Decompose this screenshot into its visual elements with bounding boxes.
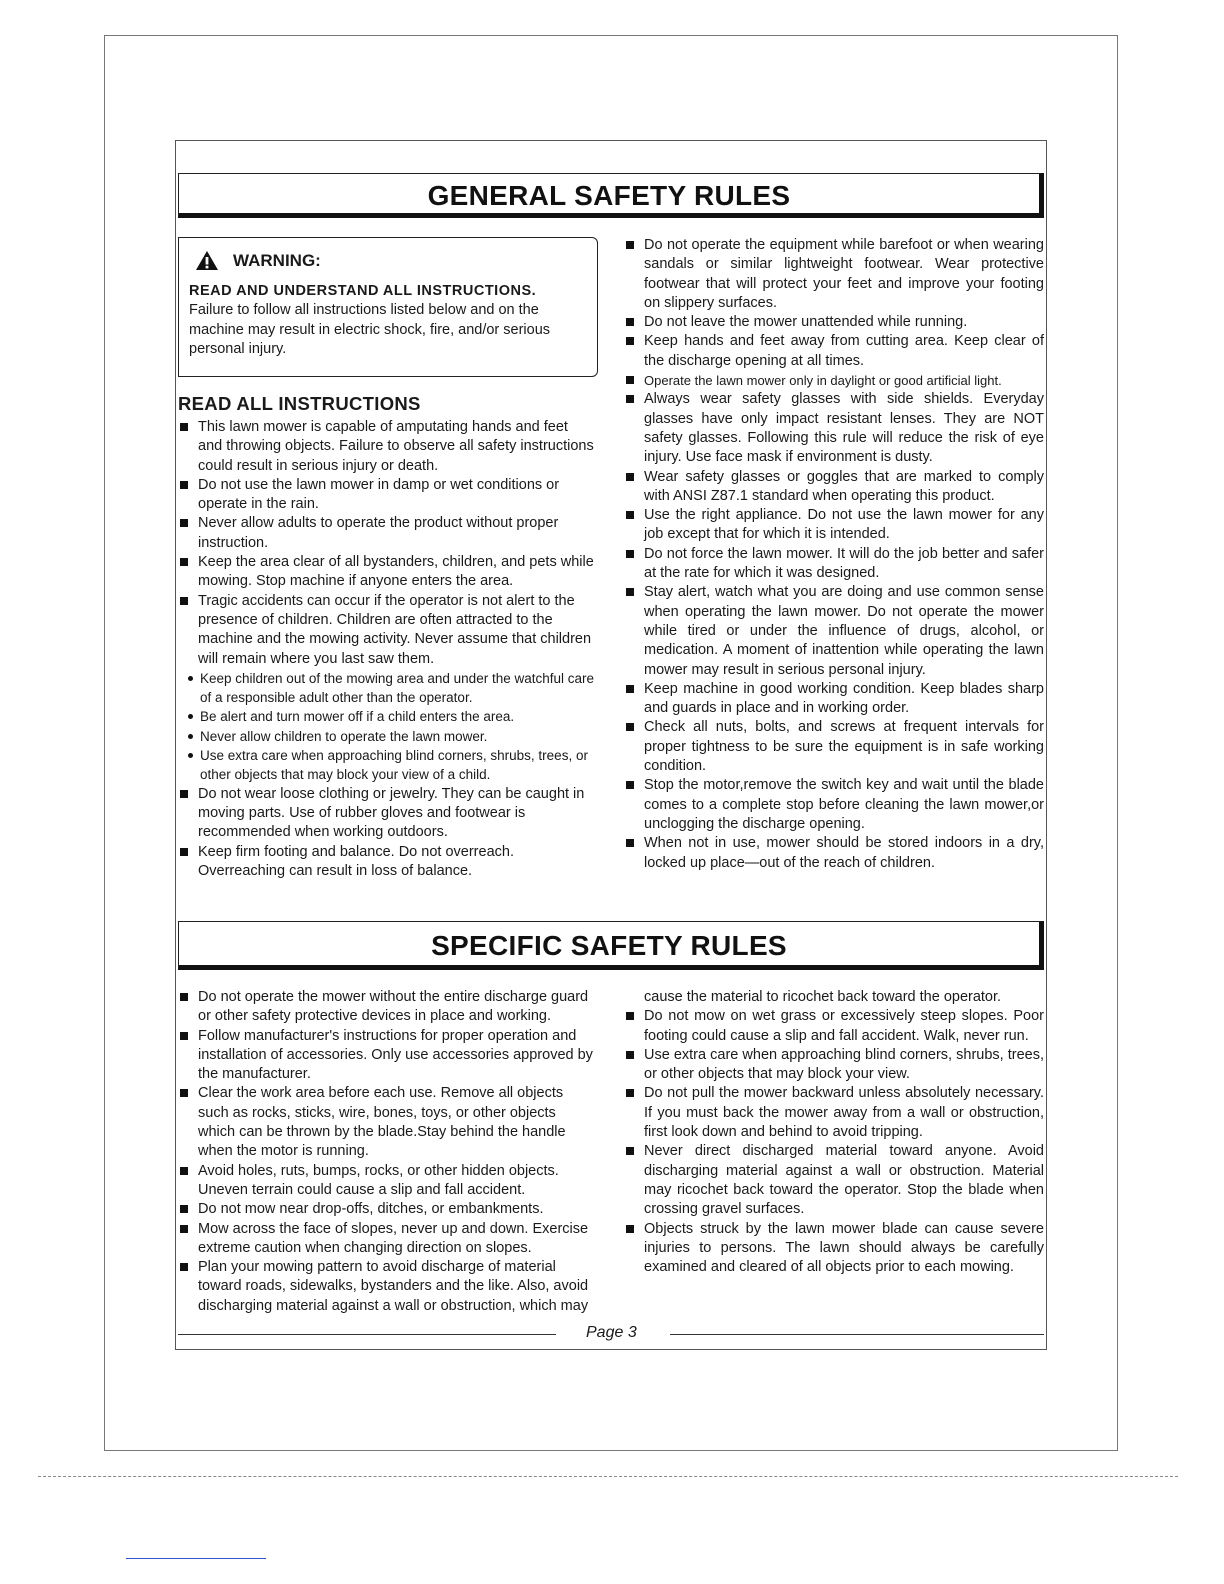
list-item: Use the right appliance. Do not use the lawn mower for any job except that for which it is intended. [624, 506, 1044, 545]
page-number: Page 3 [586, 1324, 637, 1341]
list-item: Do not use the lawn mower in damp or wet conditions or operate in the rain. [178, 476, 596, 515]
general-safety-rules-header: GENERAL SAFETY RULES [178, 173, 1044, 218]
sub-list-item: Use extra care when approaching blind corners, shrubs, trees, or other objects that may block your view of a child. [184, 746, 596, 785]
warning-body-text: Failure to follow all instructions listed below and on the machine may result in electric shock, fire, and/or serious personal injury. [189, 302, 551, 357]
list-item: Plan your mowing pattern to avoid discharge of material toward roads, sidewalks, bystanders and the like. Also, avoid discharging material against a wall or obstruction, which may [178, 1258, 596, 1316]
list-item: This lawn mower is capable of amputating hands and feet and throwing objects. Failure to observe all safety instructions could result in serious injury or death. [178, 418, 596, 476]
list-item-continuation: cause the material to ricochet back toward the operator. [644, 989, 1002, 1005]
list-item: When not in use, mower should be stored indoors in a dry, locked up place—out of the reach of children. [624, 834, 1044, 873]
footer-rule-right [670, 1334, 1044, 1335]
footer-rule-left [178, 1334, 556, 1335]
list-item: Wear safety glasses or goggles that are marked to comply with ANSI Z87.1 standard when operating this product. [624, 468, 1044, 507]
general-left-column [178, 418, 596, 881]
warning-strong-text: READ AND UNDERSTAND ALL INSTRUCTIONS. [189, 283, 537, 299]
list-item: Tragic accidents can occur if the operator is not alert to the presence of children. Children are often attracted to the machine and the mowing activity. Never assume that children will remain where you last saw them. [178, 592, 596, 669]
list-item: Objects struck by the lawn mower blade can cause severe injuries to persons. The lawn should always be carefully examined and cleared of all objects prior to each mowing. [624, 1220, 1044, 1278]
specific-left-column [178, 988, 596, 1316]
list-item: Do not wear loose clothing or jewelry. They can be caught in moving parts. Use of rubber gloves and footwear is recommended when working outdoors. [178, 785, 596, 843]
list-item: Do not mow on wet grass or excessively steep slopes. Poor footing could cause a slip and fall accident. Walk, never run. [624, 1007, 1044, 1046]
list-item: Stop the motor,remove the switch key and wait until the blade comes to a complete stop before cleaning the lawn mower,or unclogging the discharge opening. [624, 776, 1044, 834]
list-item: Avoid holes, ruts, bumps, rocks, or other hidden objects. Uneven terrain could cause a slip and fall accident. [178, 1162, 596, 1201]
list-item: Check all nuts, bolts, and screws at frequent intervals for proper tightness to be sure the equipment is in safe working condition. [624, 718, 1044, 776]
list-item: Mow across the face of slopes, never up and down. Exercise extreme caution when changing direction on slopes. [178, 1220, 596, 1259]
list-item: Never direct discharged material toward anyone. Avoid discharging material against a wall or obstruction. Material may ricochet back toward the operator. Stop the blade when crossing gravel surfaces. [624, 1142, 1044, 1219]
list-item: Do not pull the mower backward unless absolutely necessary. If you must back the mower away from a wall or obstruction, first look down and behind to avoid tripping. [624, 1084, 1044, 1142]
list-item: Stay alert, watch what you are doing and use common sense when operating the lawn mower. Do not operate the mower while tired or under the influence of drugs, alcohol, or medication. A moment of inattention while operating the lawn mower may result in serious personal injury. [624, 583, 1044, 679]
sub-list-item: Be alert and turn mower off if a child enters the area. [184, 707, 596, 726]
list-item: Do not leave the mower unattended while running. [624, 313, 1044, 332]
list-item: Operate the lawn mower only in daylight or good artificial light. [624, 371, 1044, 390]
list-item: Use extra care when approaching blind corners, shrubs, trees, or other objects that may block your view. [624, 1046, 1044, 1085]
blue-mark [126, 1558, 266, 1559]
list-item: Do not operate the mower without the entire discharge guard or other safety protective devices in place and working. [178, 988, 596, 1027]
warning-box [178, 237, 598, 377]
list-item: Always wear safety glasses with side shields. Everyday glasses have only impact resistant lenses. They are NOT safety glasses. Following this rule will reduce the risk of eye injury. Use face mask if environment is dusty. [624, 390, 1044, 467]
list-item: Do not mow near drop-offs, ditches, or embankments. [178, 1200, 596, 1219]
bottom-rule [38, 1476, 1178, 1477]
warning-triangle-icon [195, 250, 219, 271]
list-item: Do not force the lawn mower. It will do the job better and safer at the rate for which it was designed. [624, 545, 1044, 584]
read-all-instructions-heading: READ ALL INSTRUCTIONS [178, 393, 421, 414]
list-item: Follow manufacturer's instructions for proper operation and installation of accessories. Only use accessories approved by the manufacturer. [178, 1027, 596, 1085]
sub-list-item: Never allow children to operate the lawn mower. [184, 727, 596, 746]
list-item: Keep the area clear of all bystanders, children, and pets while mowing. Stop machine if anyone enters the area. [178, 553, 596, 592]
sub-list-item: Keep children out of the mowing area and under the watchful care of a responsible adult other than the operator. [184, 669, 596, 708]
list-item: Keep firm footing and balance. Do not overreach. Overreaching can result in loss of balance. [178, 843, 596, 882]
general-right-column [624, 236, 1044, 873]
warning-title [195, 250, 587, 271]
list-item: Keep hands and feet away from cutting area. Keep clear of the discharge opening at all times. [624, 332, 1044, 371]
list-item: Clear the work area before each use. Remove all objects such as rocks, sticks, wire, bones, toys, or other objects which can be thrown by the blade.Stay behind the handle when the motor is running. [178, 1084, 596, 1161]
warning-label: WARNING: [233, 250, 321, 270]
specific-right-column [624, 988, 1044, 1277]
list-item: Never allow adults to operate the product without proper instruction. [178, 514, 596, 553]
list-item: Do not operate the equipment while barefoot or when wearing sandals or similar lightweight footwear. Wear protective footwear that will protect your feet and improve your footing on slippery surfaces. [624, 236, 1044, 313]
list-item: Keep machine in good working condition. Keep blades sharp and guards in place and in working order. [624, 680, 1044, 719]
specific-safety-rules-header: SPECIFIC SAFETY RULES [178, 921, 1044, 970]
